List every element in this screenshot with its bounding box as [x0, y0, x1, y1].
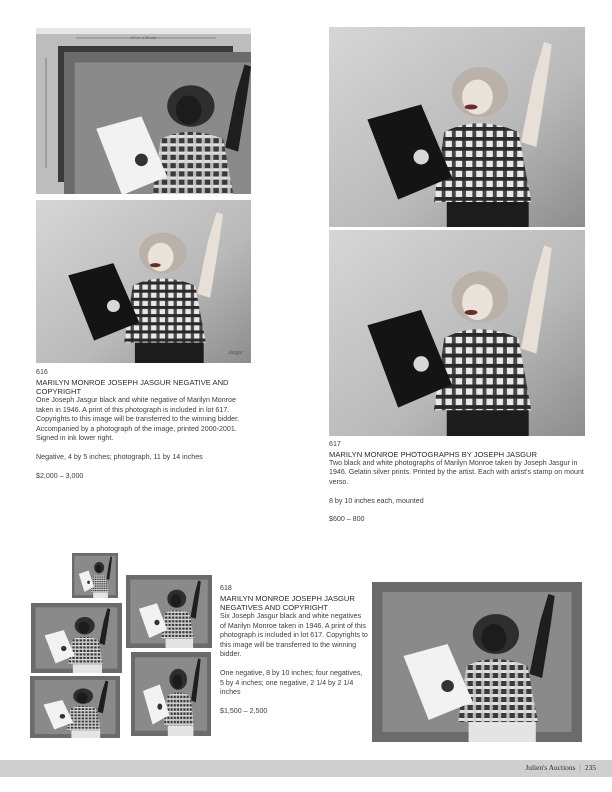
page-number: 235: [584, 763, 596, 772]
lot-617-print-photo-1: [329, 27, 585, 227]
lot-estimate: $600 – 800: [329, 515, 365, 524]
lot-description: Six Joseph Jasgur black and white negatives of Marilyn Monroe taken in 1946. A print of this photograph is included in lot 617. Copyrights to this image will be transferred to the winning bidder.: [220, 612, 368, 659]
lot-617-text: [329, 440, 585, 525]
lot-description: Two black and white photographs of Marilyn Monroe taken by Joseph Jasgur in 1946. Gelatin silver prints. Printed by the artist. Each with artist's stamp on mount verso.: [329, 458, 584, 486]
photographer-signature: Jasgur: [228, 350, 244, 356]
lot-estimate: $2,000 – 3,000: [36, 471, 84, 480]
footer-text: [525, 763, 596, 772]
lot-616-negative-photo: [36, 28, 251, 194]
lot-description: One Joseph Jasgur black and white negative of Marilyn Monroe taken in 1946. A print of this photograph is included in lot 617. Copyrights to this image will be transferred to the winning bidder. Accompanied by a photograph of the image, printed 2000-2001. Signed in ink lower right.: [36, 396, 240, 443]
lot-618-negative-4: [131, 652, 211, 736]
lot-618-negative-large: [372, 582, 582, 742]
lot-title: MARILYN MONROE JOSEPH JASGUR NEGATIVES AND COPYRIGHT: [220, 593, 355, 612]
footer-separator: |: [579, 763, 581, 772]
lot-618-text: [220, 584, 368, 716]
lot-616-print-photo: [36, 200, 251, 363]
lot-title: MARILYN MONROE PHOTOGRAPHS BY JOSEPH JASGUR: [329, 449, 538, 459]
lot-618-negative-2: [126, 575, 212, 648]
footer-bar: [0, 760, 612, 777]
publisher-name: Julien's Auctions: [525, 763, 576, 772]
lot-title: MARILYN MONROE JOSEPH JASGUR NEGATIVE AND COPYRIGHT: [36, 377, 229, 396]
lot-618-negative-3: [31, 603, 122, 673]
lot-618-negative-5: [30, 676, 120, 738]
negative-size-stamp-top: 1/4 in. x 30 cm: [130, 35, 157, 40]
lot-estimate: $1,500 – 2,500: [220, 706, 268, 715]
lot-617-print-photo-2: [329, 230, 585, 436]
lot-dimensions: Negative, 4 by 5 inches; photograph, 11 by 14 inches: [36, 452, 203, 461]
lot-618-negative-small: [72, 553, 118, 598]
lot-dimensions: One negative, 8 by 10 inches; four negatives, 5 by 4 inches; one negative, 2 1/4 by 2 1/4 inches: [220, 668, 363, 697]
lot-number: 616: [36, 368, 48, 376]
lot-dimensions: 8 by 10 inches each, mounted: [329, 496, 424, 505]
lot-number: 617: [329, 440, 341, 448]
lot-number: 618: [220, 584, 232, 592]
lot-616-text: [36, 368, 251, 481]
